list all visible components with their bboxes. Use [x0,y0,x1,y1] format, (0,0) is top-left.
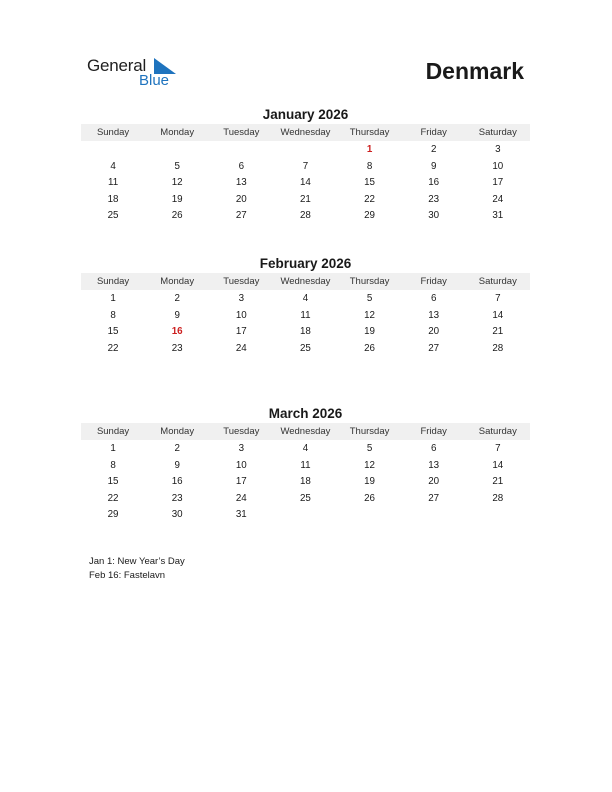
day-cell: 20 [235,193,247,205]
day-cell: 26 [364,492,376,504]
day-cell: 19 [364,326,376,338]
weekday-label: Friday [420,127,447,138]
day-cell: 4 [110,160,116,172]
month-january [81,106,530,225]
day-cell: 17 [235,476,247,488]
weekday-label: Tuesday [223,276,260,287]
day-cell: 1 [110,293,116,304]
weekday-label: Sunday [96,426,130,437]
weekday-label: Wednesday [280,127,331,138]
day-cell: 29 [107,509,119,521]
day-cell: 8 [110,459,116,471]
day-cell: 9 [174,459,180,471]
day-cell: 19 [364,476,376,488]
weekday-label: Sunday [96,127,130,138]
day-cell: 20 [428,326,440,338]
day-cell: 10 [235,459,247,471]
logo-general-text: General [87,56,147,75]
day-cell: 26 [364,342,376,354]
day-cell: 26 [171,210,183,222]
weekday-label: Monday [160,426,195,437]
day-cell: 9 [430,160,437,172]
day-cell: 22 [107,342,119,354]
weekday-label: Saturday [478,276,517,287]
day-cell: 20 [428,476,440,488]
day-cell: 18 [299,326,311,338]
weekday-label: Monday [160,127,195,138]
month-title: March 2026 [268,406,343,421]
weekday-label: Thursday [349,276,390,287]
day-cell: 23 [428,193,440,205]
day-cell: 25 [107,210,119,222]
day-cell: 27 [428,492,440,504]
day-cell: 28 [492,342,504,354]
day-cell: 7 [495,443,501,454]
day-cell: 14 [492,459,504,471]
day-cell: 16 [171,476,183,488]
day-cell: 6 [430,293,437,304]
day-cell: 3 [495,144,501,155]
holiday-note: Feb 16: Fastelavn [89,570,166,581]
month-title: January 2026 [262,107,349,122]
day-cell: 30 [171,509,183,521]
day-grid [81,441,530,524]
day-cell: 7 [302,160,309,172]
weekday-label: Saturday [478,127,517,138]
weekday-label: Wednesday [280,426,331,437]
day-grid [81,291,530,357]
weekday-label: Wednesday [280,276,331,287]
holiday-notes [89,555,185,583]
day-cell: 11 [300,459,311,471]
month-march [81,405,530,524]
day-cell: 17 [492,177,504,189]
day-cell: 16 [428,177,440,189]
day-cell: 25 [299,492,311,504]
weekday-label: Saturday [478,426,517,437]
day-cell: 4 [302,293,309,304]
day-cell: 12 [171,177,183,189]
weekday-label: Friday [420,426,447,437]
day-cell: 28 [492,492,504,504]
weekday-label: Thursday [349,127,390,138]
day-cell: 28 [299,210,311,222]
day-cell: 18 [299,476,311,488]
day-cell: 4 [302,443,309,454]
empty-day-cell [273,142,337,159]
day-cell: 14 [492,309,504,321]
weekday-label: Tuesday [223,127,260,138]
day-cell: 21 [492,326,504,338]
day-cell: 3 [238,293,245,304]
weekday-label: Tuesday [223,426,260,437]
day-cell: 1 [110,443,116,454]
empty-day-cell [145,142,209,159]
day-cell: 8 [366,160,373,172]
day-cell: 2 [174,293,180,304]
day-cell: 10 [492,160,504,172]
day-grid [81,142,530,225]
day-cell: 23 [171,492,183,504]
day-cell: 24 [235,342,247,354]
empty-day-cell [209,142,273,159]
day-cell: 21 [299,193,311,205]
day-cell: 9 [174,309,180,321]
day-cell: 6 [238,160,245,172]
month-february [81,255,530,357]
weekday-label: Thursday [349,426,390,437]
logo [87,56,187,92]
weekday-label: Monday [160,276,195,287]
country-title: Denmark [425,58,524,84]
day-cell: 12 [364,309,376,321]
day-cell: 15 [107,476,119,488]
day-cell: 11 [300,309,311,321]
logo-blue-text: Blue [139,72,170,89]
weekday-label: Friday [420,276,447,287]
day-cell: 6 [430,443,437,454]
holiday-day-cell: 16 [171,326,183,338]
day-cell: 15 [107,326,119,338]
day-cell: 24 [235,492,247,504]
holiday-note: Jan 1: New Year’s Day [89,556,185,567]
day-cell: 11 [107,177,119,189]
day-cell: 25 [299,342,311,354]
day-cell: 23 [171,342,183,354]
day-cell: 19 [171,193,183,205]
day-cell: 2 [174,443,180,454]
empty-day-cell [81,142,145,159]
day-cell: 31 [235,509,247,521]
day-cell: 7 [495,293,501,304]
day-cell: 8 [110,309,116,321]
day-cell: 10 [235,309,247,321]
day-cell: 17 [235,326,247,338]
day-cell: 5 [366,293,373,304]
day-cell: 27 [235,210,247,222]
day-cell: 5 [174,160,180,172]
day-cell: 14 [299,177,311,189]
day-cell: 13 [235,177,247,189]
day-cell: 13 [428,459,440,471]
day-cell: 2 [430,144,437,155]
day-cell: 3 [238,443,245,454]
day-cell: 12 [364,459,376,471]
holiday-day-cell: 1 [366,144,373,155]
day-cell: 21 [492,476,504,488]
day-cell: 5 [366,443,373,454]
day-cell: 24 [492,193,504,205]
day-cell: 15 [364,177,376,189]
day-cell: 30 [428,210,440,222]
weekday-header [81,423,530,440]
day-cell: 13 [428,309,440,321]
weekday-header [81,273,530,290]
day-cell: 31 [492,210,504,222]
month-title: February 2026 [259,256,352,271]
day-cell: 22 [107,492,119,504]
day-cell: 29 [364,210,376,222]
day-cell: 18 [107,193,119,205]
day-cell: 22 [364,193,376,205]
weekday-label: Sunday [96,276,130,287]
day-cell: 27 [428,342,440,354]
weekday-header [81,124,530,141]
